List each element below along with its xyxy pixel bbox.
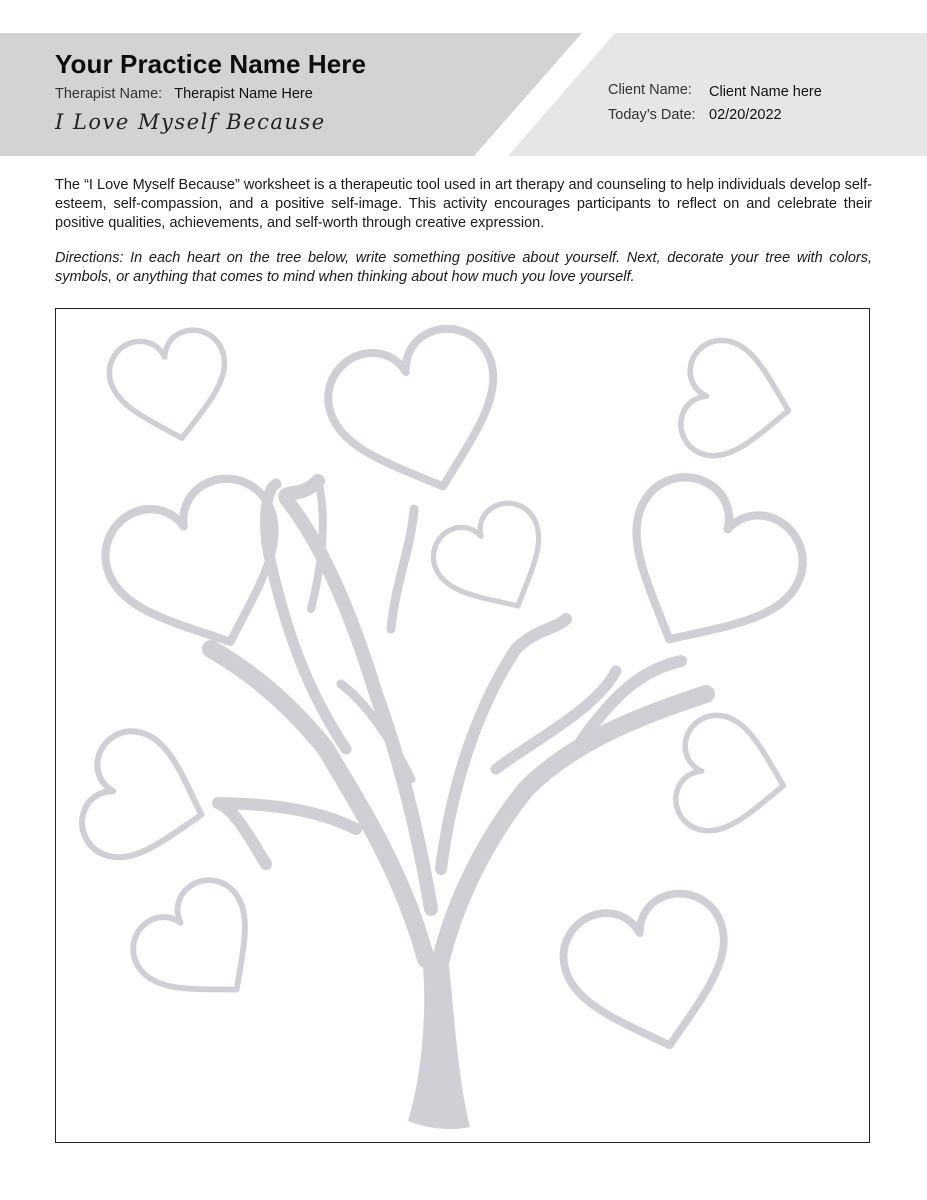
heart-8[interactable] — [671, 710, 794, 842]
branch-main-right — [441, 694, 706, 959]
branch-twig-top — [391, 509, 414, 629]
therapist-row — [55, 86, 313, 102]
client-name-field[interactable]: Client Name here — [709, 84, 822, 100]
client-info — [608, 79, 822, 127]
date-field[interactable]: 02/20/2022 — [709, 107, 782, 123]
heart-3[interactable] — [676, 335, 799, 467]
date-label: Today’s Date: — [608, 107, 696, 123]
tree — [211, 481, 706, 1129]
therapist-name-field[interactable]: Therapist Name Here — [174, 86, 313, 102]
directions-text: Directions: In each heart on the tree below, write something positive about yourself. Next, decorate your tree with colors, symbols, or anything that comes to mind when thinking about how much you love yourself. — [55, 250, 872, 285]
tree-art-frame[interactable] — [55, 308, 870, 1143]
heart-4[interactable] — [91, 465, 311, 675]
heart-2[interactable] — [316, 317, 523, 512]
description-text: The “I Love Myself Because” worksheet is a therapeutic tool used in art therapy and counseling to help individuals develop self-esteem, self-compassion, and a positive self-image. This activity encourages participants to reflect on and celebrate their positive qualities, achievements, and self-worth through creative expression. — [55, 177, 872, 231]
branch-lower-left — [218, 803, 356, 864]
worksheet-title: I Love Myself Because — [55, 110, 326, 134]
heart-10[interactable] — [554, 884, 749, 1067]
heart-7[interactable] — [74, 724, 218, 877]
practice-name: Your Practice Name Here — [55, 49, 367, 79]
client-name-row — [608, 79, 822, 104]
date-row — [608, 104, 822, 127]
therapist-label: Therapist Name: — [55, 86, 163, 102]
tree-trunk — [408, 954, 470, 1129]
client-name-label: Client Name: — [608, 82, 692, 98]
heart-9[interactable] — [120, 867, 283, 1029]
heart-1[interactable] — [104, 324, 239, 450]
heart-6[interactable] — [592, 461, 819, 680]
heart-tree-illustration — [56, 309, 868, 1141]
heart-5[interactable] — [423, 493, 567, 632]
